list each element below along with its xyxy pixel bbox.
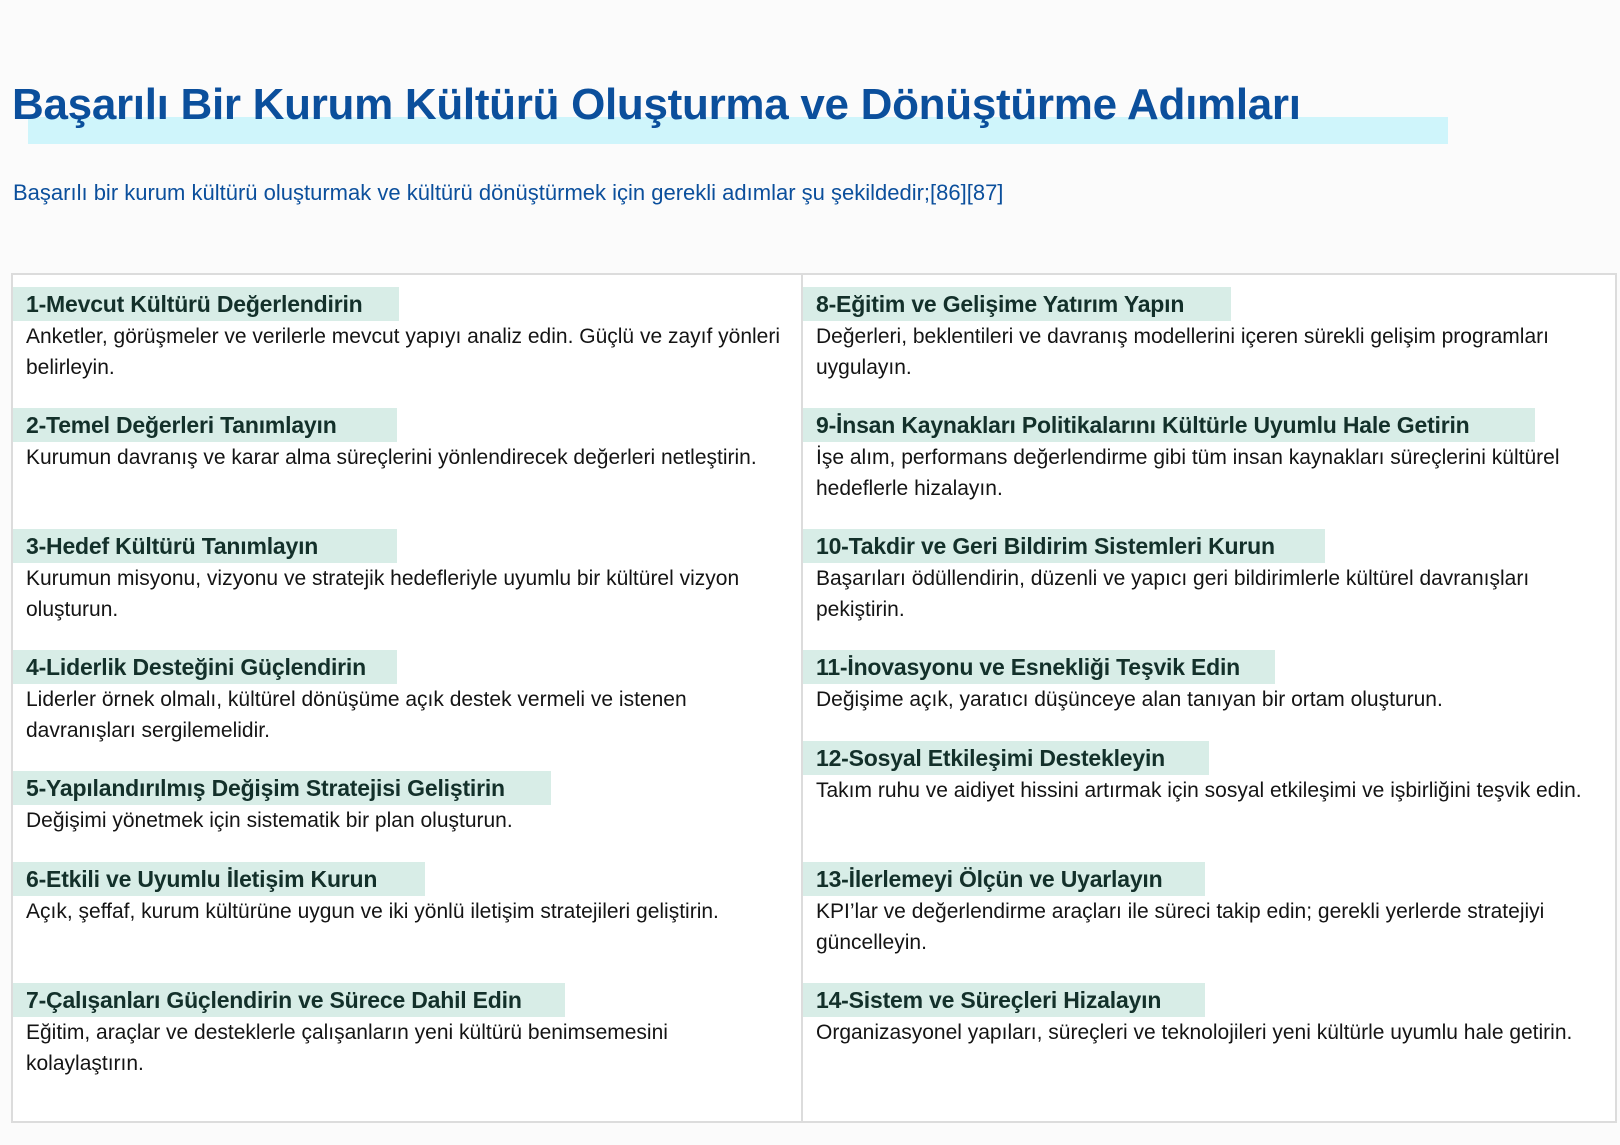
step-description: Başarıları ödüllendirin, düzenli ve yapıcı geri bildirimlerle kültürel davranışları pekiştirin. [816,567,1530,621]
page-title-block [12,80,1432,150]
step-item [13,650,801,746]
intro-paragraph: Başarılı bir kurum kültürü oluşturmak ve kültürü dönüştürmek için gerekli adımlar şu şekildedir;[86][87] [13,180,1004,205]
step-heading: 12-Sosyal Etkileşimi Destekleyin [816,745,1166,771]
step-heading: 2-Temel Değerleri Tanımlayın [26,412,337,438]
step-heading: 10-Takdir ve Geri Bildirim Sistemleri Kurun [816,533,1275,559]
step-heading: 6-Etkili ve Uyumlu İletişim Kurun [26,866,378,892]
step-description: Değişimi yönetmek için sistematik bir plan oluşturun. [26,809,513,832]
step-heading: 9-İnsan Kaynakları Politikalarını Kültürle Uyumlu Hale Getirin [816,412,1470,438]
step-item [803,287,1615,383]
step-item [13,287,801,383]
step-item [13,408,801,473]
steps-column-right [803,275,1615,1121]
step-item [803,862,1615,958]
step-heading: 3-Hedef Kültürü Tanımlayın [26,533,319,559]
step-description: Takım ruhu ve aidiyet hissini artırmak için sosyal etkileşimi ve işbirliğini teşvik edin. [816,779,1582,802]
step-item [803,408,1615,504]
step-heading: 11-İnovasyonu ve Esnekliği Teşvik Edin [816,654,1241,680]
step-description: İşe alım, performans değerlendirme gibi tüm insan kaynakları süreçlerini kültürel hedeflerle hizalayın. [816,446,1560,500]
steps-table [11,273,1617,1123]
steps-column-left [13,275,803,1121]
step-description: Liderler örnek olmalı, kültürel dönüşüme açık destek vermeli ve istenen davranışları sergilemelidir. [26,688,687,742]
step-description: Açık, şeffaf, kurum kültürüne uygun ve iki yönlü iletişim stratejileri geliştirin. [26,900,719,923]
step-heading: 4-Liderlik Desteğini Güçlendirin [26,654,366,680]
step-item [803,529,1615,625]
step-item [13,862,801,927]
step-heading: 7-Çalışanları Güçlendirin ve Sürece Dahil Edin [26,987,522,1013]
page-title: Başarılı Bir Kurum Kültürü Oluşturma ve Dönüştürme Adımları [12,80,1301,129]
step-heading: 5-Yapılandırılmış Değişim Stratejisi Geliştirin [26,775,505,801]
step-item [13,983,801,1079]
step-description: Değerleri, beklentileri ve davranış modellerini içeren sürekli gelişim programları uygulayın. [816,325,1549,379]
step-heading: 1-Mevcut Kültürü Değerlendirin [26,291,363,317]
step-item [803,983,1615,1048]
step-description: Kurumun misyonu, vizyonu ve stratejik hedefleriyle uyumlu bir kültürel vizyon oluşturun. [26,567,740,621]
step-description: KPI’lar ve değerlendirme araçları ile süreci takip edin; gerekli yerlerde stratejiyi güncelleyin. [816,900,1545,954]
step-item [803,741,1615,806]
step-description: Organizasyonel yapıları, süreçleri ve teknolojileri yeni kültürle uyumlu hale getirin. [816,1021,1573,1044]
step-heading: 8-Eğitim ve Gelişime Yatırım Yapın [816,291,1185,317]
step-description: Kurumun davranış ve karar alma süreçlerini yönlendirecek değerleri netleştirin. [26,446,757,469]
step-description: Eğitim, araçlar ve desteklerle çalışanların yeni kültürü benimsemesini kolaylaştırın. [26,1021,668,1075]
step-heading: 14-Sistem ve Süreçleri Hizalayın [816,987,1162,1013]
step-item [13,771,801,836]
step-description: Değişime açık, yaratıcı düşünceye alan tanıyan bir ortam oluşturun. [816,688,1443,711]
step-item [803,650,1615,715]
step-item [13,529,801,625]
step-heading: 13-İlerlemeyi Ölçün ve Uyarlayın [816,866,1163,892]
step-description: Anketler, görüşmeler ve verilerle mevcut yapıyı analiz edin. Güçlü ve zayıf yönleri belirleyin. [26,325,781,379]
